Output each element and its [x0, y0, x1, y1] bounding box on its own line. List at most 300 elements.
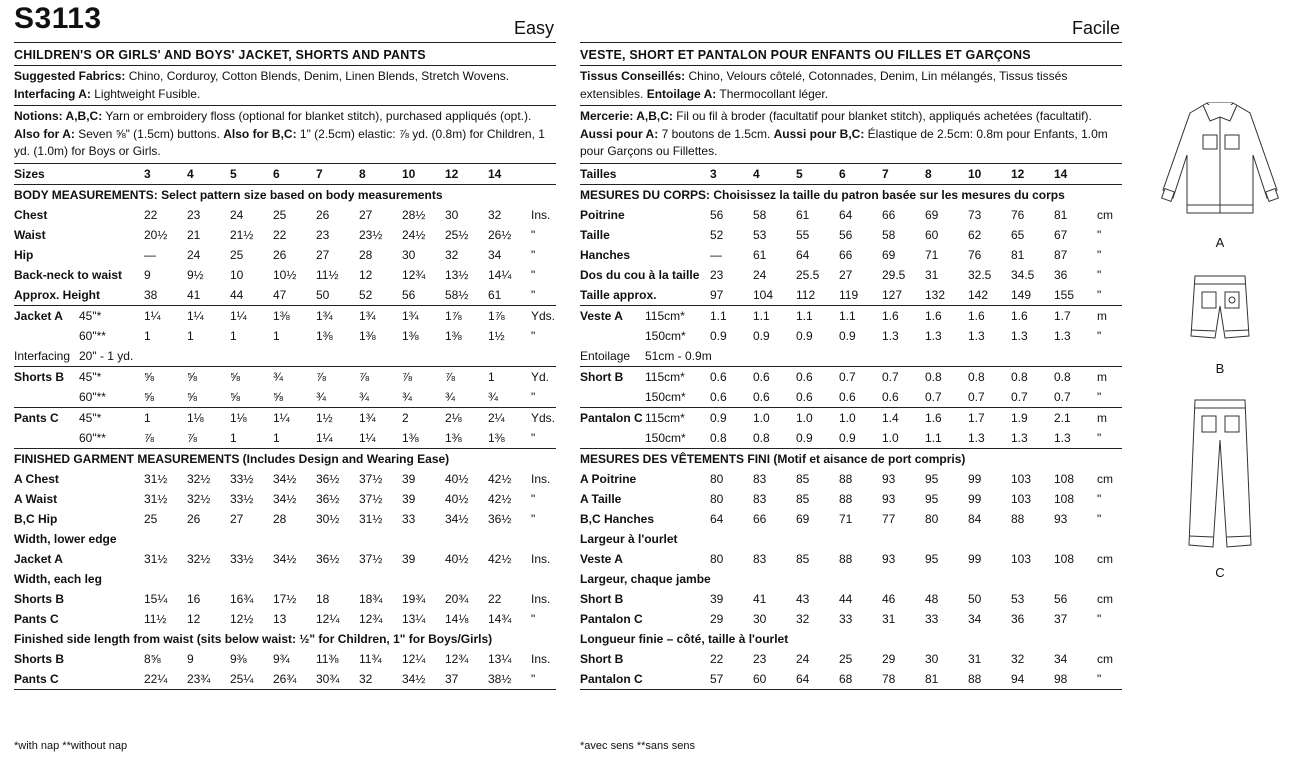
row-label: Back-neck to waist [14, 267, 123, 282]
value-cell: 53 [753, 227, 767, 242]
sizes-row [14, 164, 556, 184]
row-label: A Poitrine [580, 471, 637, 486]
value-cell: 17½ [273, 591, 297, 606]
value-cell: 61 [488, 287, 502, 302]
value-cell: 26 [187, 511, 201, 526]
row-label-cell [14, 329, 144, 343]
size-cell: 14 [488, 166, 502, 181]
difficulty-level: Facile [1071, 18, 1120, 38]
unit-cell: Ins. [531, 471, 551, 486]
value-cell: 58 [882, 227, 896, 242]
value-cell: 0.7 [925, 389, 942, 404]
value-cell: ⅝ [230, 389, 241, 404]
value-cell: 25 [230, 247, 244, 262]
value-cell: 9 [144, 267, 151, 282]
value-cell: 30 [445, 207, 459, 222]
table-row [14, 205, 556, 225]
value-cell: 42½ [488, 491, 512, 506]
value-cell: 78 [882, 671, 896, 686]
value-cell: 26½ [488, 227, 512, 242]
value-cell: 69 [796, 511, 810, 526]
value-cell: 60 [753, 671, 767, 686]
value-cell: 81 [925, 671, 939, 686]
value-cell: 1 [230, 328, 237, 343]
value-cell: 23½ [359, 227, 383, 242]
value-cell: 15¼ [144, 591, 168, 606]
unit-cell: Ins. [531, 207, 551, 222]
size-cell: 10 [402, 166, 416, 181]
unit-cell: m [1097, 410, 1107, 425]
table-row [14, 609, 556, 629]
row-label-cell [14, 390, 144, 404]
value-cell: 1¾ [359, 308, 376, 323]
value-cell: 31 [968, 651, 982, 666]
sizes-label: Sizes [14, 166, 45, 181]
value-cell: 98 [1054, 671, 1068, 686]
value-cell: 1.6 [925, 308, 942, 323]
table-row [14, 489, 556, 509]
size-table [14, 164, 556, 690]
value-cell: 1 [273, 430, 280, 445]
value-cell: 27 [359, 207, 373, 222]
value-cell: 93 [1054, 511, 1068, 526]
value-cell: 0.7 [1054, 389, 1071, 404]
value-cell: ⅞ [359, 369, 370, 384]
value-cell: 0.7 [839, 369, 856, 384]
value-cell: ⅝ [187, 389, 198, 404]
value-cell: 99 [968, 471, 982, 486]
row-label-cell [580, 309, 710, 323]
value-cell: 0.8 [1011, 369, 1028, 384]
section-heading [580, 448, 1122, 469]
value-cell: 1.3 [968, 328, 985, 343]
value-cell: 52 [710, 227, 724, 242]
table-row [14, 469, 556, 489]
value-cell: 36½ [316, 551, 340, 566]
unit-cell: m [1097, 369, 1107, 384]
value-cell: 1½ [316, 410, 333, 425]
value-cell: 77 [882, 511, 896, 526]
value-cell: 39 [710, 591, 724, 606]
section-heading-text: Width, each leg [14, 571, 102, 586]
value-cell: 0.9 [710, 410, 727, 425]
value-cell: 1.3 [925, 328, 942, 343]
value-cell: 1⅛ [230, 410, 247, 425]
also-bc-text: Élastique de 2.5cm: 0.8m pour Enfants, 1.0m pour Garçons ou Fillettes. [580, 126, 1108, 158]
unit-cell: " [531, 287, 536, 302]
value-cell: 1.7 [1054, 308, 1071, 323]
fabrics-label: Suggested Fabrics: [14, 69, 126, 83]
value-cell: 24 [796, 651, 810, 666]
table-row [580, 669, 1122, 689]
value-cell: 88 [1011, 511, 1025, 526]
row-label: A Waist [14, 491, 58, 506]
size-cell: 6 [839, 166, 846, 181]
value-cell: 12¾ [445, 651, 469, 666]
interfacing-label: Interfacing A: [14, 86, 91, 101]
bottom-rule [14, 689, 556, 690]
fabric-width: 60"** [79, 328, 106, 343]
notions-block [14, 106, 556, 164]
value-cell: 13¼ [402, 611, 426, 626]
value-cell: 1 [273, 328, 280, 343]
fabric-width: 150cm* [645, 430, 686, 445]
value-cell: 50 [316, 287, 330, 302]
value-cell: 2 [402, 410, 409, 425]
value-cell: 33½ [230, 471, 254, 486]
value-cell: 28 [359, 247, 373, 262]
value-cell: 0.6 [710, 389, 727, 404]
value-cell: 119 [839, 287, 859, 302]
value-cell: 1¾ [402, 308, 419, 323]
value-cell: 132 [925, 287, 946, 302]
value-cell: 71 [839, 511, 853, 526]
value-cell: 1.9 [1011, 410, 1028, 425]
row-label: Hip [14, 247, 34, 262]
value-cell: 0.6 [753, 389, 770, 404]
value-cell: 1.7 [968, 410, 985, 425]
fabric-width: 150cm* [645, 328, 686, 343]
row-label: Chest [14, 207, 48, 222]
value-cell: 16 [187, 591, 201, 606]
value-cell: 1.3 [882, 328, 899, 343]
value-cell: 18¾ [359, 591, 383, 606]
interfacing-row [580, 346, 1122, 366]
value-cell: 61 [753, 247, 767, 262]
value-cell: 12¾ [402, 267, 426, 282]
section-heading-text: BODY MEASUREMENTS: Select pattern size based on body measurements [14, 187, 443, 202]
value-cell: 9¾ [273, 651, 290, 666]
value-cell: 0.6 [796, 369, 813, 384]
unit-cell: " [531, 227, 536, 242]
table-row [580, 225, 1122, 245]
value-cell: 85 [796, 551, 810, 566]
also-a-label: Aussi pour A: [580, 126, 659, 141]
view-illustrations [1145, 95, 1295, 580]
value-cell: 14¾ [488, 611, 512, 626]
french-column [580, 0, 1122, 690]
value-cell: 1.1 [925, 430, 942, 445]
table-row [580, 387, 1122, 407]
value-cell: 0.6 [710, 369, 727, 384]
value-cell: 64 [796, 671, 810, 686]
row-label: B,C Hanches [580, 511, 655, 526]
value-cell: 155 [1054, 287, 1075, 302]
row-label-cell [14, 431, 144, 445]
unit-cell: cm [1097, 651, 1113, 666]
value-cell: 0.7 [968, 389, 985, 404]
row-label-cell [580, 370, 710, 384]
fabric-label [580, 431, 645, 445]
notions-text: Yarn or embroidery floss (optional for blanket stitch), purchased appliqués (opt.). [102, 109, 532, 123]
value-cell: 1¾ [359, 410, 376, 425]
value-cell: 1⅛ [187, 410, 204, 425]
value-cell: 1¼ [144, 308, 161, 323]
value-cell: 37½ [359, 491, 383, 506]
table-row [580, 205, 1122, 225]
value-cell: 80 [710, 551, 724, 566]
row-label-cell [14, 411, 144, 425]
table-row [580, 469, 1122, 489]
value-cell: ⅝ [144, 389, 155, 404]
value-cell: 2.1 [1054, 410, 1071, 425]
value-cell: 12¼ [316, 611, 340, 626]
value-cell: ⅞ [187, 430, 198, 445]
row-label-cell [580, 349, 710, 363]
unit-cell: " [1097, 671, 1102, 686]
view-b-label: B [1215, 361, 1225, 376]
value-cell: 1.4 [882, 410, 899, 425]
value-cell: 13¼ [488, 651, 512, 666]
value-cell: 29 [882, 651, 896, 666]
value-cell: 84 [968, 511, 982, 526]
value-cell: 30 [925, 651, 939, 666]
unit-cell: Yds. [531, 410, 556, 425]
also-a-text: 7 boutons de 1.5cm. [658, 126, 774, 141]
interfacing-row-value: 51cm - 0.9m [645, 348, 712, 363]
value-cell: 24 [753, 267, 767, 282]
value-cell: 108 [1054, 471, 1075, 486]
value-cell: 0.9 [796, 328, 813, 343]
value-cell: 1⅜ [445, 430, 462, 445]
value-cell: 0.9 [796, 430, 813, 445]
row-label-cell [580, 431, 710, 445]
value-cell: 14¼ [488, 267, 512, 282]
row-label: Dos du cou à la taille [580, 267, 700, 282]
unit-cell: cm [1097, 207, 1113, 222]
value-cell: 34½ [445, 511, 469, 526]
section-heading-text: Finished side length from waist (sits below waist: ½" for Children, 1" for Boys/Girls) [14, 631, 493, 646]
value-cell: 34 [488, 247, 502, 262]
value-cell: 22 [273, 227, 287, 242]
interfacing-label: Entoilage A: [646, 86, 717, 101]
value-cell: 55 [796, 227, 810, 242]
table-row [580, 305, 1122, 326]
section-heading [580, 629, 1122, 649]
value-cell: 36 [1054, 267, 1068, 282]
notions-label: Notions: A,B,C: [14, 109, 103, 123]
value-cell: 50 [968, 591, 982, 606]
value-cell: 83 [753, 471, 767, 486]
value-cell: 1½ [488, 328, 505, 343]
value-cell: ⅞ [144, 430, 155, 445]
size-cell: 12 [1011, 166, 1025, 181]
value-cell: 22¼ [144, 671, 168, 686]
value-cell: 44 [230, 287, 244, 302]
table-row [580, 609, 1122, 629]
value-cell: 27 [230, 511, 244, 526]
value-cell: 57 [710, 671, 724, 686]
table-row [580, 285, 1122, 305]
value-cell: 1¾ [316, 308, 333, 323]
value-cell: — [710, 247, 722, 262]
value-cell: 21 [187, 227, 201, 242]
value-cell: 0.9 [753, 328, 770, 343]
fabrics-block [580, 66, 1122, 106]
value-cell: 0.8 [1054, 369, 1071, 384]
value-cell: 13½ [445, 267, 469, 282]
interfacing-row-label: Entoilage [580, 348, 631, 363]
interfacing-row-value: 20" - 1 yd. [79, 348, 134, 363]
unit-cell: m [1097, 308, 1107, 323]
row-label: Short B [580, 651, 624, 666]
fabric-width: 60"** [79, 430, 106, 445]
value-cell: 26 [273, 247, 287, 262]
value-cell: 80 [710, 491, 724, 506]
interfacing-row-label: Interfacing [14, 348, 71, 363]
value-cell: 34.5 [1011, 267, 1035, 282]
section-heading [580, 569, 1122, 589]
value-cell: 0.7 [1011, 389, 1028, 404]
value-cell: 32 [1011, 651, 1025, 666]
value-cell: 31 [925, 267, 939, 282]
fabric-label: Pants C [14, 410, 59, 425]
value-cell: 95 [925, 551, 939, 566]
value-cell: ¾ [488, 389, 499, 404]
fabric-label [14, 329, 79, 343]
value-cell: 1¼ [187, 308, 204, 323]
value-cell: 36½ [316, 491, 340, 506]
value-cell: 18 [316, 591, 330, 606]
value-cell: 142 [968, 287, 989, 302]
table-row [14, 285, 556, 305]
table-row [580, 489, 1122, 509]
view-a-label: A [1215, 235, 1225, 250]
unit-cell: cm [1097, 551, 1113, 566]
unit-cell: " [1097, 287, 1102, 302]
table-row [14, 589, 556, 609]
unit-cell: " [531, 491, 536, 506]
section-heading-text: Longueur finie – côté, taille à l'ourlet [580, 631, 789, 646]
unit-cell: " [531, 267, 536, 282]
section-heading [14, 629, 556, 649]
value-cell: ⅝ [230, 369, 241, 384]
value-cell: 1.3 [968, 430, 985, 445]
section-heading-text: MESURES DES VÊTEMENTS FINI (Motif et aisance de port compris) [580, 451, 966, 466]
value-cell: 33½ [230, 491, 254, 506]
value-cell: 1.0 [753, 410, 770, 425]
value-cell: 68 [839, 671, 853, 686]
size-cell: 8 [925, 166, 932, 181]
value-cell: 25 [839, 651, 853, 666]
fabric-label: Veste A [580, 308, 623, 323]
value-cell: 23¾ [187, 671, 211, 686]
size-cell: 14 [1054, 166, 1068, 181]
value-cell: 37½ [359, 471, 383, 486]
value-cell: 28 [273, 511, 287, 526]
table-row [14, 265, 556, 285]
value-cell: 71 [925, 247, 939, 262]
value-cell: 37½ [359, 551, 383, 566]
size-cell: 12 [445, 166, 459, 181]
fabric-width: 115cm* [645, 410, 685, 425]
value-cell: 93 [882, 471, 896, 486]
row-label: A Taille [580, 491, 622, 506]
value-cell: 60 [925, 227, 939, 242]
value-cell: 1⅜ [359, 328, 376, 343]
value-cell: 30 [402, 247, 416, 262]
value-cell: 80 [925, 511, 939, 526]
fabric-width: 60"** [79, 389, 106, 404]
value-cell: 88 [839, 551, 853, 566]
value-cell: 25¼ [230, 671, 254, 686]
value-cell: 19¾ [402, 591, 426, 606]
value-cell: 1 [144, 410, 151, 425]
unit-cell: Yds. [531, 308, 556, 323]
table-row [14, 326, 556, 346]
value-cell: 103 [1011, 551, 1032, 566]
value-cell: 104 [753, 287, 774, 302]
value-cell: 58½ [445, 287, 469, 302]
value-cell: 32.5 [968, 267, 992, 282]
row-label: Short B [580, 591, 624, 606]
difficulty-level: Easy [513, 18, 554, 38]
unit-cell: " [1097, 491, 1102, 506]
section-heading [14, 184, 556, 205]
value-cell: 26¾ [273, 671, 297, 686]
fabric-label: Jacket A [14, 308, 63, 323]
value-cell: 62 [968, 227, 982, 242]
value-cell: 1⅜ [445, 328, 462, 343]
row-label: Veste A [580, 551, 623, 566]
section-heading-text: MESURES DU CORPS: Choisissez la taille du patron basée sur les mesures du corps [580, 187, 1065, 202]
value-cell: 12½ [230, 611, 254, 626]
pattern-number: S3113 [14, 2, 102, 35]
value-cell: 1.0 [839, 410, 856, 425]
value-cell: 9 [187, 651, 194, 666]
value-cell: 44 [839, 591, 853, 606]
value-cell: 34½ [273, 551, 297, 566]
table-row [580, 549, 1122, 569]
value-cell: 33 [925, 611, 939, 626]
section-heading [14, 448, 556, 469]
value-cell: ⅝ [273, 389, 284, 404]
value-cell: 0.9 [710, 328, 727, 343]
bottom-rule [580, 689, 1122, 690]
value-cell: 27 [839, 267, 853, 282]
unit-cell: Ins. [531, 651, 551, 666]
value-cell: 25½ [445, 227, 469, 242]
value-cell: 1¼ [316, 430, 333, 445]
value-cell: ¾ [359, 389, 370, 404]
fabric-width: 45"* [79, 410, 102, 425]
fabric-label [14, 431, 79, 445]
row-label: Taille [580, 227, 610, 242]
value-cell: 34½ [273, 471, 297, 486]
value-cell: 80 [710, 471, 724, 486]
size-table [580, 164, 1122, 690]
row-label: Poitrine [580, 207, 625, 222]
value-cell: 0.6 [882, 389, 899, 404]
value-cell: 25.5 [796, 267, 820, 282]
value-cell: 52 [359, 287, 373, 302]
value-cell: 40½ [445, 551, 469, 566]
value-cell: 11¾ [359, 651, 382, 666]
fabric-label: Short B [580, 369, 624, 384]
value-cell: 99 [968, 551, 982, 566]
unit-cell: " [1097, 267, 1102, 282]
value-cell: 12 [359, 267, 373, 282]
table-row [14, 245, 556, 265]
value-cell: 25 [273, 207, 287, 222]
value-cell: 47 [273, 287, 287, 302]
value-cell: 81 [1054, 207, 1068, 222]
value-cell: 108 [1054, 491, 1075, 506]
value-cell: 10 [230, 267, 244, 282]
value-cell: 48 [925, 591, 939, 606]
value-cell: 34 [1054, 651, 1068, 666]
value-cell: 24½ [402, 227, 426, 242]
